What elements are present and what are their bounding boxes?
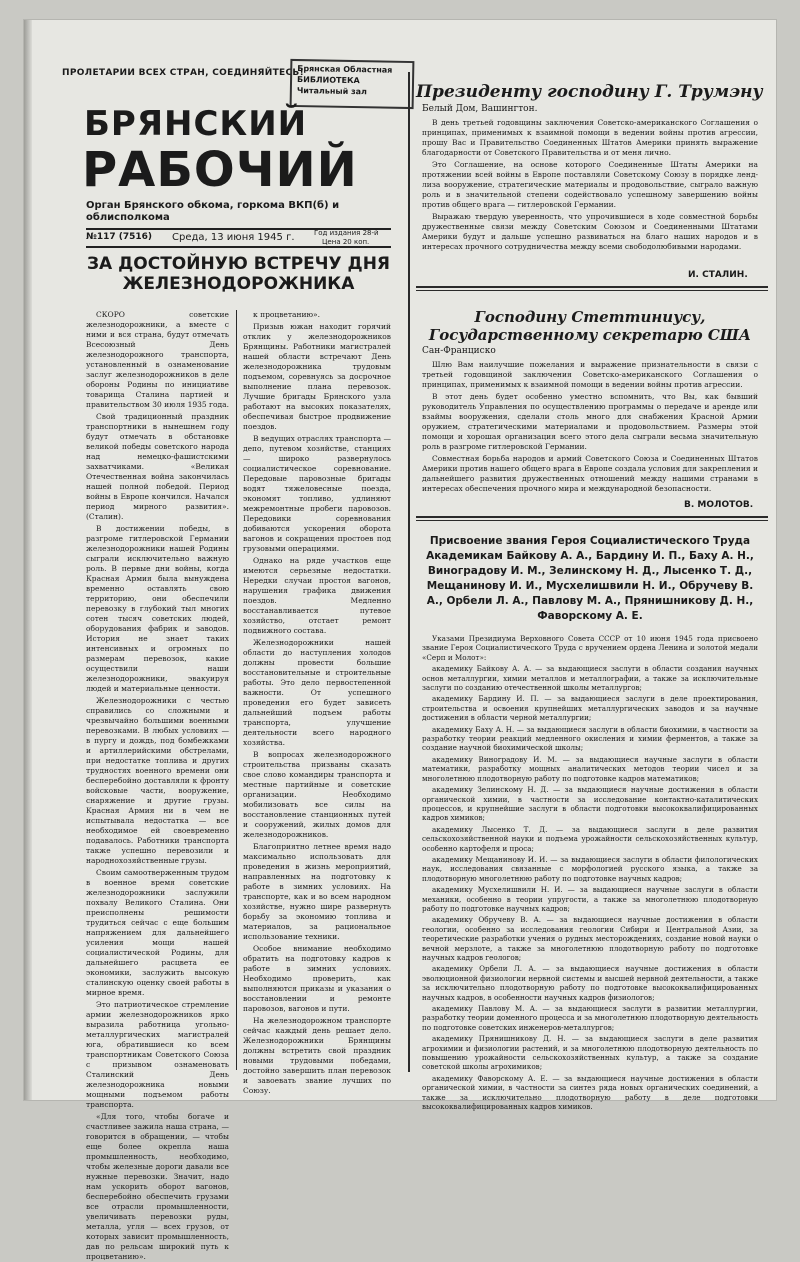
issue-number: №117 (7516) bbox=[86, 232, 153, 242]
paragraph: Совместная борьба народов и армий Советского Союза и Соединенных Штатов Америки против нашего общего врага в Европе создала условия для закрепления и дальнейшего развития дружественных отношений между нашими странами в интересах обеспечения прочного мира и международной безопасности. bbox=[422, 454, 758, 493]
left-article-column-1 bbox=[86, 310, 229, 1261]
stamp-line-2: БИБЛИОТЕКА bbox=[296, 75, 360, 86]
stamp-line-1: Брянская Областная bbox=[297, 64, 393, 75]
paragraph: Железнодорожники нашей области до наступления холодов должны провести большие восстановительные и строительные работы. Это дело первостепенной важности. От успешного проведения его будет зависеть дальнейший подъем работы транспорта, улучшение деятельности всего народного хозяйства. bbox=[243, 638, 391, 747]
paragraph: Свой традиционный праздник транспортники в нынешнем году будут отмечать в обстановке великой победы советского народа над немецко-фашистскими захватчиками. «Великая Отечественная война закончилась нашей полной победой. Период войны в Европе кончился. Начался период мирного развития». (Сталин). bbox=[86, 412, 229, 521]
paragraph: Выражаю твердую уверенность, что упрочившиеся в ходе совместной борьбы дружественные связи между Советским Союзом и Соединенными Штатами Америки будут и дальше успешно развиваться на благо наших народов и в интересах прочного сотрудничества между всеми свободолюбивыми народами. bbox=[422, 212, 758, 251]
divider bbox=[416, 286, 768, 288]
paragraph: В этот день будет особенно уместно вспомнить, что Вы, как бывший руководитель Управления по осуществлению программы о передаче и аренде или взаймы вооружения, сделали столь много для снабжения Красной Армии оружием, стратегическими материалами и продовольствием. Размеры этой помощи и хорошая организация всего этого дела сыграли весьма значительную роль в разгроме гитлеровской Германии. bbox=[422, 392, 758, 451]
paragraph: академику Виноградову И. М. — за выдающиеся научные заслуги в области математики, разработку мощных аналитических методов теории чисел и за многолетнюю плодотворную работу по подготовке кадров математиков; bbox=[422, 754, 758, 783]
paragraph: Призыв южан находит горячий отклик у железнодорожников Брянщины. Работники магистралей нашей области встречают День железнодорожника трудовым подъемом, соревнуясь за досрочное выполнение плана перевозок. Лучшие бригады Брянского узла работают на высоких показателях, обеспечивая быстрое продвижение поездов. bbox=[243, 322, 391, 431]
paragraph: академику Байкову А. А. — за выдающиеся заслуги в области создания научных основ металлургии, химии металлов и металлографии, а также за исключительные заслуги по созданию отечественной школы металлургов; bbox=[422, 664, 758, 693]
organ-subtitle: Орган Брянского обкома, горкома ВКП(б) и облисполкома bbox=[86, 200, 340, 223]
truman-headline: Президенту господину Г. Трумэну bbox=[416, 82, 763, 102]
divider bbox=[416, 520, 768, 521]
stamp-line-3: Читальный зал bbox=[296, 86, 368, 97]
newspaper-page bbox=[24, 20, 776, 1261]
paragraph: Указами Президиума Верховного Совета СССР от 10 июня 1945 года присвоено звание Героя Социалистического Труда с вручением ордена Ленина и золотой медали «Серп и Молот»: bbox=[422, 634, 758, 662]
paragraph: В день третьей годовщины заключения Советско-американского Соглашения о принципах, применимых к взаимной помощи в ведении войны против агрессии, прошу Вас и Правительство Соединенных Штатов Америки принять выражение благодарности от Советского Правительства и от меня лично. bbox=[422, 118, 758, 157]
paragraph: академику Лысенко Т. Д. — за выдающиеся заслуги в деле развития сельскохозяйственной науки и подъема урожайности сельскохозяйственных культур, особенно картофеля и проса; bbox=[422, 824, 758, 853]
truman-signature: И. СТАЛИН. bbox=[688, 270, 748, 280]
paragraph: В достижении победы, в разгроме гитлеровской Германии железнодорожники нашей Родины сыграли исключительно важную роль. В первые дни войны, когда Красная Армия была вынуждена временно оставлять свою территорию, они обеспечили перевозку в глубокий тыл многих сотен тысяч советских людей, оборудования фабрик и заводов. История не знает таких интенсивных и огромных по размерам перевозок, какие осуществили наши железнодорожники, эвакуируя людей и материальные ценности. bbox=[86, 524, 229, 693]
award-headline: Присвоение звания Героя Социалистического Труда Академикам Байкову А. А., Бардину И. П., Баху А. Н., Виноградову И. М., Зелинскому Н. Д., Лысенко Т. Д., Мещанинову И. И., Мусхелишвили Н. И., Обручеву В. А., Орбели Л. А., Павлову М. А., Прянишникову Д. Н., Фаворскому А. Е. bbox=[426, 535, 754, 622]
paragraph: академику Зелинскому Н. Д. — за выдающиеся научные достижения в области органической химии, в частности за исследование контактно-каталитических процессов, и крупнейшие заслуги в области подготовки высококвалифицированных кадров химиков; bbox=[422, 785, 758, 823]
issue-info-bar bbox=[86, 228, 391, 248]
issue-date: Среда, 13 июня 1945 г. bbox=[172, 232, 295, 243]
stettinius-place: Сан-Франциско bbox=[422, 346, 496, 356]
paragraph: На железнодорожном транспорте сейчас каждый день решает дело. Железнодорожники Брянщины должны встретить свой праздник новыми трудовыми победами, достойно завершить план перевозок и завоевать звание лучших по Союзу. bbox=[243, 1016, 391, 1095]
paragraph: Шлю Вам наилучшие пожелания и выражение признательности в связи с третьей годовщиной заключения Советско-американского Соглашения о принципах, применимых к взаимной помощи в ведении войны против агрессии. bbox=[422, 360, 758, 389]
paragraph: Железнодорожники с честью справились со сложными и чрезвычайно большими военными перевозками. В любых условиях — в пургу и дождь, под бомбежками и артиллерийскими обстрелами, при недостатке топлива и других трудностях военного времени они бесперебойно доставляли к фронту войсковые части, вооружение, снаряжение и другие грузы. Красная Армия ни в чем не испытывала недостатка — все необходимое ей своевременно подавалось. Работники транспорта также успешно перевозили и народнохозяйственные грузы. bbox=[86, 696, 229, 865]
paragraph: В ведущих отраслях транспорта — депо, путевом хозяйстве, станциях — широко развернулось социалистическое соревнование. Передовые паровозные бригады водят тяжеловесные поезда, экономят топливо, удлиняют межремонтные пробеги паровозов. Передовики соревнования добиваются ускорения оборота вагонов и сокращения простоев под грузовыми операциями. bbox=[243, 434, 391, 553]
paragraph: СКОРО советские железнодорожники, а вместе с ними и вся страна, будут отмечать Всесоюзный День железнодорожного транспорта, установленный в ознаменование заслуг железнодорожников в деле обороны Родины по инициативе товарища Сталина партией и правительством 30 июля 1935 года. bbox=[86, 310, 229, 409]
paragraph: академику Бардину И. П. — за выдающиеся заслуги в деле проектирования, строительства и освоения крупнейших металлургических заводов и за научные достижения в области черной металлургии; bbox=[422, 694, 758, 723]
paragraph: академику Мусхелишвили Н. И. — за выдающиеся научные заслуги в области механики, особенно в теории упругости, а также за многолетнюю плодотворную работу по подготовке научных кадров; bbox=[422, 885, 758, 913]
stettinius-headline: Господину Стеттиниусу, Государственному секретарю США bbox=[428, 308, 752, 344]
paragraph: Это патриотическое стремление армии железнодорожников ярко выразила работница угольно-металлургических магистралей юга, обратившиеся ко всем транспортникам Советского Союза с призывом ознаменовать Сталинский День железнодорожника новыми мощными подъемом работы транспорта. bbox=[86, 1000, 229, 1109]
paragraph: академику Орбели Л. А. — за выдающиеся научные достижения в области эволюционной физиологии нервной системы и высшей нервной деятельности, а также за исключительно плодотворную работу по подготовке высококвалифицированных научных кадров, в особенности научных кадров физиологов; bbox=[422, 964, 758, 1002]
issue-price: Цена 20 коп. bbox=[322, 238, 370, 246]
paragraph: академику Обручеву В. А. — за выдающиеся научные достижения в области геологии, особенно за исследования геологии Сибири и Центральной Азии, за теоретические разработки учения о рудных месторождениях, создание новой науки о вечной мерзлоте, а также за многолетнюю плодотворную работу по подготовке научных кадров геологов; bbox=[422, 915, 758, 962]
page-fold-shadow bbox=[24, 20, 32, 1100]
paragraph: академику Мещанинову И. И. — за выдающиеся заслуги в области филологических наук, исследования связанные с морфологией русского языка, а также за плодотворную многолетнюю работу по подготовке научных кадров; bbox=[422, 854, 758, 883]
divider bbox=[416, 290, 768, 291]
paragraph: Однако на ряде участков еще имеются серьезные недостатки. Нередки случаи простоя вагонов, нарушения графика движения поездов. Медленно восстанавливается путевое хозяйство, отстает ремонт подвижного состава. bbox=[243, 556, 391, 635]
paragraph: «Для того, чтобы богаче и счастливее зажила наша страна, — говорится в обращении, — чтобы еще более окрепла наша промышленность, необходимо, чтобы железные дороги давали все нужные перевозки. Значит, надо нам ускорить оборот вагонов, бесперебойно обеспечить грузами все отрасли промышленности, увеличивать перевозки руды, металла, угля — всех грузов, от которых зависит промышленность, дав по рельсам широкий путь к процветанию». bbox=[86, 1112, 229, 1261]
divider bbox=[416, 516, 768, 518]
paragraph: академику Баху А. Н. — за выдающиеся заслуги в области биохимии, в частности за разработку теории реакций медленного окисления и химии ферментов, а также за создание научной биохимической школы; bbox=[422, 724, 758, 753]
paragraph: академику Прянишникову Д. Н. — за выдающиеся заслуги в деле развития агрохимии и физиологии растений, и за многолетнюю плодотворную деятельность по повышению урожайности сельскохозяйственных культур, а также за создание советской школы агрохимиков; bbox=[422, 1034, 758, 1072]
paragraph: В вопросах железнодорожного строительства призваны сказать свое слово командиры транспорта и местные партийные и советские организации. Необходимо мобилизовать все силы на восстановление станционных путей и сооружений, жилых домов для железнодорожников. bbox=[243, 750, 391, 839]
motto: ПРОЛЕТАРИИ ВСЕХ СТРАН, СОЕДИНЯЙТЕСЬ! bbox=[62, 68, 304, 78]
award-text bbox=[422, 634, 758, 1112]
truman-text bbox=[422, 118, 758, 266]
left-column-divider bbox=[236, 310, 237, 1070]
molotov-signature: В. МОЛОТОВ. bbox=[684, 500, 754, 510]
paragraph: Особое внимание необходимо обратить на подготовку кадров к работе в зимних условиях. Необходимо проверить, как выполняются приказы и указания о восстановлении и ремонте паровозов, вагонов и пути. bbox=[243, 944, 391, 1013]
paragraph: Благоприятно летнее время надо максимально использовать для проведения в жизнь мероприятий, направленных на подготовку к работе в зимних условиях. На транспорте, как и во всем народном хозяйстве, нужно шире развернуть борьбу за экономию топлива и материалов, за рациональное использование техники. bbox=[243, 842, 391, 941]
paragraph: Своим самоотверженным трудом в военное время советские железнодорожники заслужили похвалу Великого Сталина. Они преисполнены решимости трудиться сейчас с еще большим напряжением для дальнейшего усиления мощи нашей социалистической Родины, для дальнейшего расцвета ее экономики, заслужить высокую сталинскую оценку своей работы в мирное время. bbox=[86, 868, 229, 997]
stettinius-text bbox=[422, 360, 758, 496]
publication-year: Год издания 28-й bbox=[314, 229, 379, 237]
left-article-headline: ЗА ДОСТОЙНУЮ ВСТРЕЧУ ДНЯ ЖЕЛЕЗНОДОРОЖНИКА bbox=[86, 254, 391, 294]
newspaper-title-line2: РАБОЧИЙ bbox=[82, 142, 358, 198]
paragraph: академику Фаворскому А. Е. — за выдающиеся научные достижения в области органической химии, в частности за синтез ряда новых органических соединений, а также за исключительно плодотворную работу в деле подготовки высококвалифицированных кадров химиков. bbox=[422, 1073, 758, 1112]
paragraph: академику Павлову М. А. — за выдающиеся заслуги в развитии металлургии, разработку теории доменного процесса и за многолетнюю плодотворную деятельность по подготовке советских инженеров-металлургов; bbox=[422, 1004, 758, 1032]
column-divider bbox=[408, 72, 410, 1072]
paragraph: к процветанию». bbox=[253, 310, 320, 319]
library-stamp bbox=[290, 59, 415, 109]
truman-place: Белый Дом, Вашингтон. bbox=[422, 104, 538, 114]
left-article-column-2 bbox=[243, 310, 391, 1095]
paragraph: Это Соглашение, на основе которого Соединенные Штаты Америки на протяжении всей войны в Европе поставляли Советскому Союзу в порядке ленд-лиза вооружение, стратегические материалы и продовольствие, сыграло важную роль и в значительной степени содействовало успешному завершению войны против общего врага — гитлеровской Германии. bbox=[422, 160, 758, 209]
newspaper-title-line1: БРЯНСКИЙ bbox=[84, 104, 308, 144]
